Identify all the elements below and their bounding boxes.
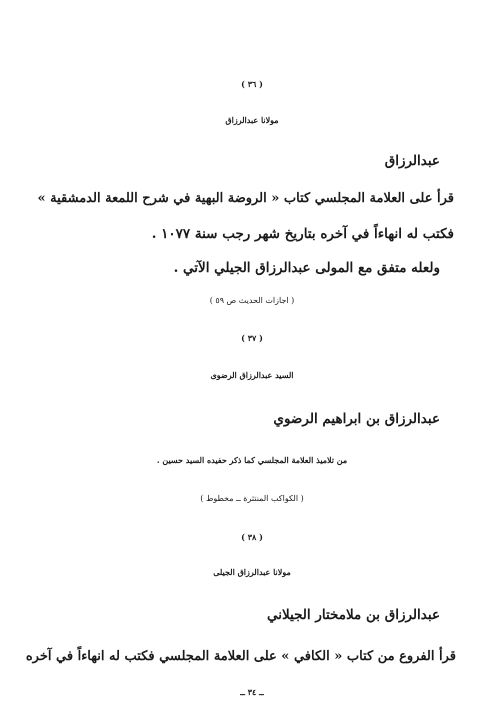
entry-number-37: ( ٣٧ ) [241,333,263,343]
entry-text-36-line-3: ولعله متفق مع المولى عبدالرزاق الجيلي الآتي . [173,260,440,276]
page-number: ــ ٣٤ ــ [240,687,264,697]
entry-text-37-line-1: من تلاميذ العلامة المجلسي كما ذكر حفيده السيد حسين . [156,455,348,465]
entry-number-38: ( ٣٨ ) [241,532,263,542]
entry-text-36-line-1: قرأ على العلامة المجلسي كتاب « الروضة البهية في شرح اللمعة الدمشقية » [37,191,454,206]
entry-source-36: ( اجازات الحديث ص ٥٩ ) [209,296,295,305]
entry-heading-36: مولانا عبدالرزاق [225,115,279,125]
entry-number-36: ( ٣٦ ) [241,79,263,89]
entry-name-36: عبدالرزاق [384,153,440,169]
entry-source-37: ( الكواكب المنتثرة ــ مخطوط ) [200,494,304,503]
entry-name-37: عبدالرزاق بن ابراهيم الرضوي [273,411,440,427]
entry-heading-37: السيد عبدالرزاق الرضوى [210,370,294,380]
entry-heading-38: مولانا عبدالرزاق الجيلى [213,567,291,577]
entry-text-38-line-1: قرأ الفروع من كتاب « الكافي » على العلامة المجلسي فكتب له انهاءاً في آخره [25,649,456,664]
entry-text-36-line-2: فكتب له انهاءاً في آخره بتاريخ شهر رجب سنة ١٠٧٧ . [151,226,454,242]
entry-name-38: عبدالرزاق بن ملامختار الجيلاني [266,607,440,623]
